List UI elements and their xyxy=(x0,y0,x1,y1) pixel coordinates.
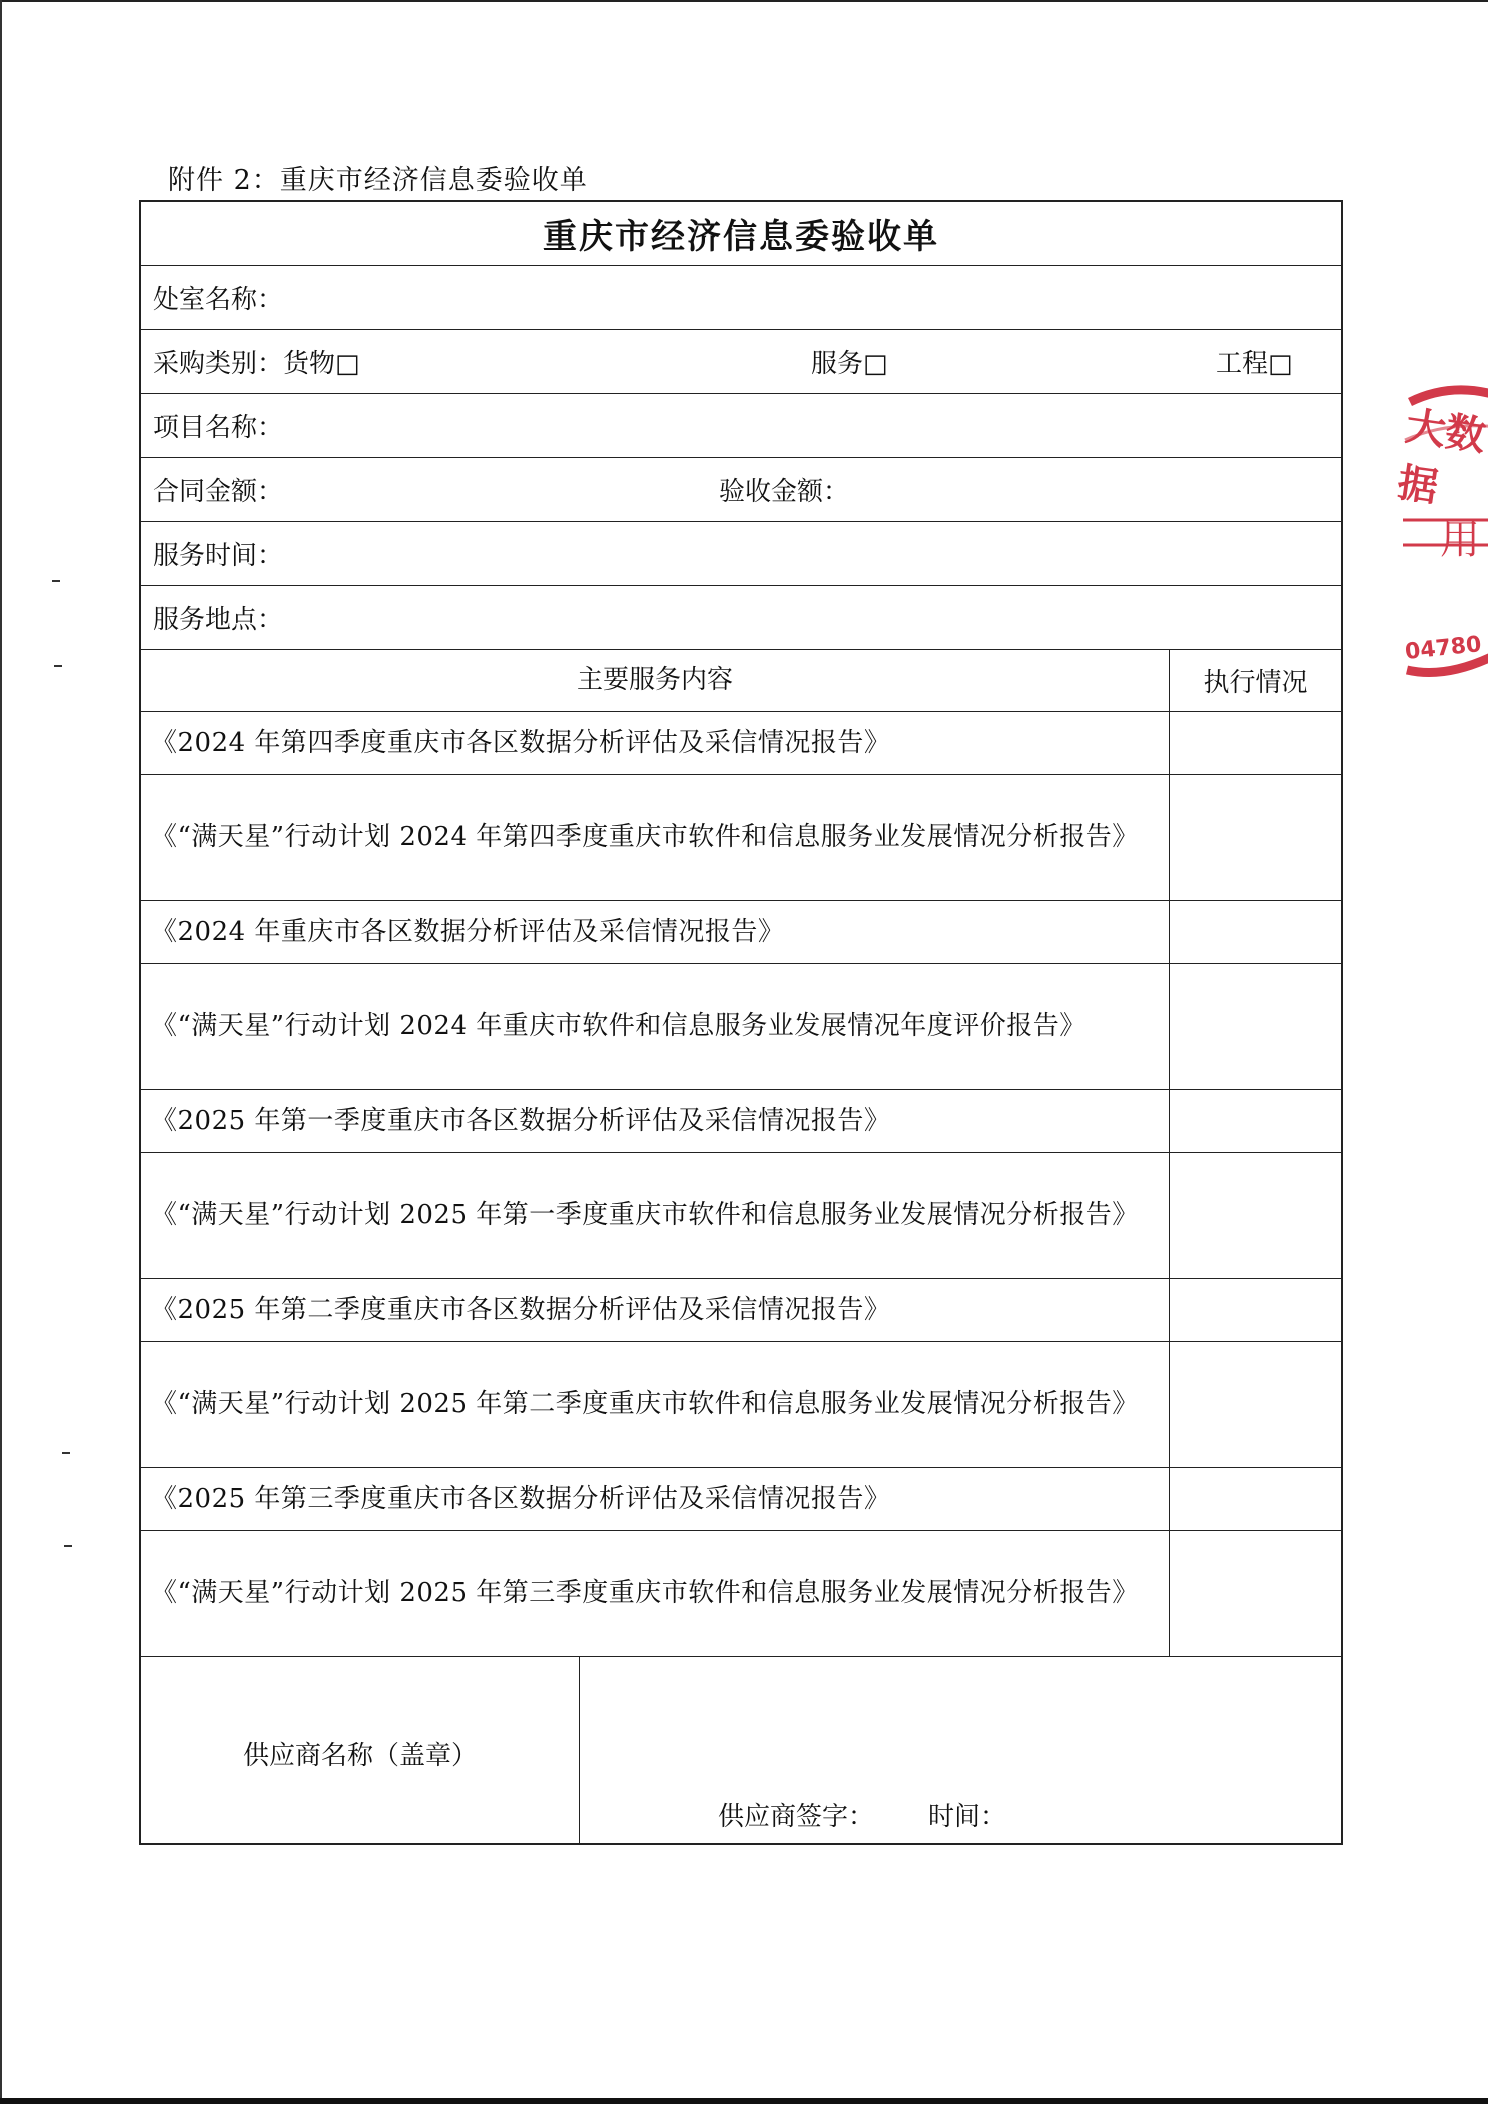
service-item: 《2025 年第一季度重庆市各区数据分析评估及采信情况报告》 xyxy=(151,1105,891,1136)
scan-speck xyxy=(62,1452,70,1454)
execution-cell[interactable] xyxy=(1170,1342,1341,1467)
form-title-row xyxy=(141,202,1341,266)
service-item-row xyxy=(141,1153,1341,1279)
service-item-row xyxy=(141,712,1341,775)
category-goods-checkbox[interactable]: 货物□ xyxy=(283,349,360,379)
content-header-row xyxy=(141,650,1341,712)
execution-cell[interactable] xyxy=(1170,1531,1341,1656)
procurement-row xyxy=(141,330,1341,394)
execution-cell[interactable] xyxy=(1170,1468,1341,1530)
department-label: 处室名称： xyxy=(153,285,284,315)
service-item: 《2025 年第二季度重庆市各区数据分析评估及采信情况报告》 xyxy=(151,1294,891,1325)
supplier-name-label: 供应商名称（盖章） xyxy=(141,1657,580,1843)
contract-amount-label: 合同金额： xyxy=(153,477,284,507)
project-name-row xyxy=(141,394,1341,458)
service-item-row xyxy=(141,775,1341,901)
service-location-row xyxy=(141,586,1341,650)
amount-row xyxy=(141,458,1341,522)
seal-text: 大数据 xyxy=(1394,403,1488,512)
service-item-row xyxy=(141,1090,1341,1153)
execution-cell[interactable] xyxy=(1170,1153,1341,1278)
service-time-row xyxy=(141,522,1341,586)
service-item-row xyxy=(141,901,1341,964)
signature-area[interactable] xyxy=(580,1657,1341,1843)
seal-text: 04780 xyxy=(1403,632,1483,665)
procurement-label: 采购类别： xyxy=(153,349,284,379)
service-item: 《2024 年重庆市各区数据分析评估及采信情况报告》 xyxy=(151,916,785,947)
service-item: 《“满天星”行动计划 2025 年第二季度重庆市软件和信息服务业发展情况分析报告》 xyxy=(151,1389,1139,1419)
scan-edge-bottom xyxy=(0,2098,1488,2104)
project-name-label: 项目名称： xyxy=(153,413,284,443)
service-item-row xyxy=(141,1279,1341,1342)
service-item: 《“满天星”行动计划 2024 年第四季度重庆市软件和信息服务业发展情况分析报告》 xyxy=(151,822,1139,852)
category-engineering-checkbox[interactable]: 工程□ xyxy=(1216,349,1293,379)
service-item: 《“满天星”行动计划 2025 年第三季度重庆市软件和信息服务业发展情况分析报告》 xyxy=(151,1578,1139,1608)
scan-speck xyxy=(54,665,62,667)
supplier-signature-label: 供应商签字： xyxy=(718,1802,875,1832)
time-label: 时间： xyxy=(928,1802,1007,1832)
service-item: 《“满天星”行动计划 2024 年重庆市软件和信息服务业发展情况年度评价报告》 xyxy=(151,1011,1086,1041)
service-item-row xyxy=(141,1531,1341,1657)
service-item: 《2025 年第三季度重庆市各区数据分析评估及采信情况报告》 xyxy=(151,1483,891,1514)
scan-edge-left xyxy=(0,0,2,2104)
execution-header: 执行情况 xyxy=(1203,668,1308,698)
execution-cell[interactable] xyxy=(1170,712,1341,774)
form-title: 重庆市经济信息委验收单 xyxy=(543,217,939,257)
service-location-label: 服务地点： xyxy=(153,605,284,635)
service-time-label: 服务时间： xyxy=(153,541,284,571)
attachment-label: 附件 2：重庆市经济信息委验收单 xyxy=(168,165,588,196)
signature-row xyxy=(141,1657,1341,1843)
execution-cell[interactable] xyxy=(1170,775,1341,900)
acceptance-form xyxy=(139,200,1343,1845)
execution-cell[interactable] xyxy=(1170,901,1341,963)
department-row xyxy=(141,266,1341,330)
content-header: 主要服务内容 xyxy=(141,650,1170,711)
service-item: 《2024 年第四季度重庆市各区数据分析评估及采信情况报告》 xyxy=(151,727,891,758)
service-item-row xyxy=(141,1342,1341,1468)
category-service-checkbox[interactable]: 服务□ xyxy=(811,349,888,379)
acceptance-amount-label: 验收金额： xyxy=(719,477,850,507)
scan-speck xyxy=(64,1545,72,1547)
service-item-row xyxy=(141,964,1341,1090)
scan-edge-top xyxy=(0,0,1488,2)
seal-text: 用 xyxy=(1440,517,1480,563)
execution-cell[interactable] xyxy=(1170,964,1341,1089)
service-item: 《“满天星”行动计划 2025 年第一季度重庆市软件和信息服务业发展情况分析报告》 xyxy=(151,1200,1139,1230)
execution-cell[interactable] xyxy=(1170,1090,1341,1152)
service-item-row xyxy=(141,1468,1341,1531)
scan-speck xyxy=(52,580,60,582)
execution-cell[interactable] xyxy=(1170,1279,1341,1341)
